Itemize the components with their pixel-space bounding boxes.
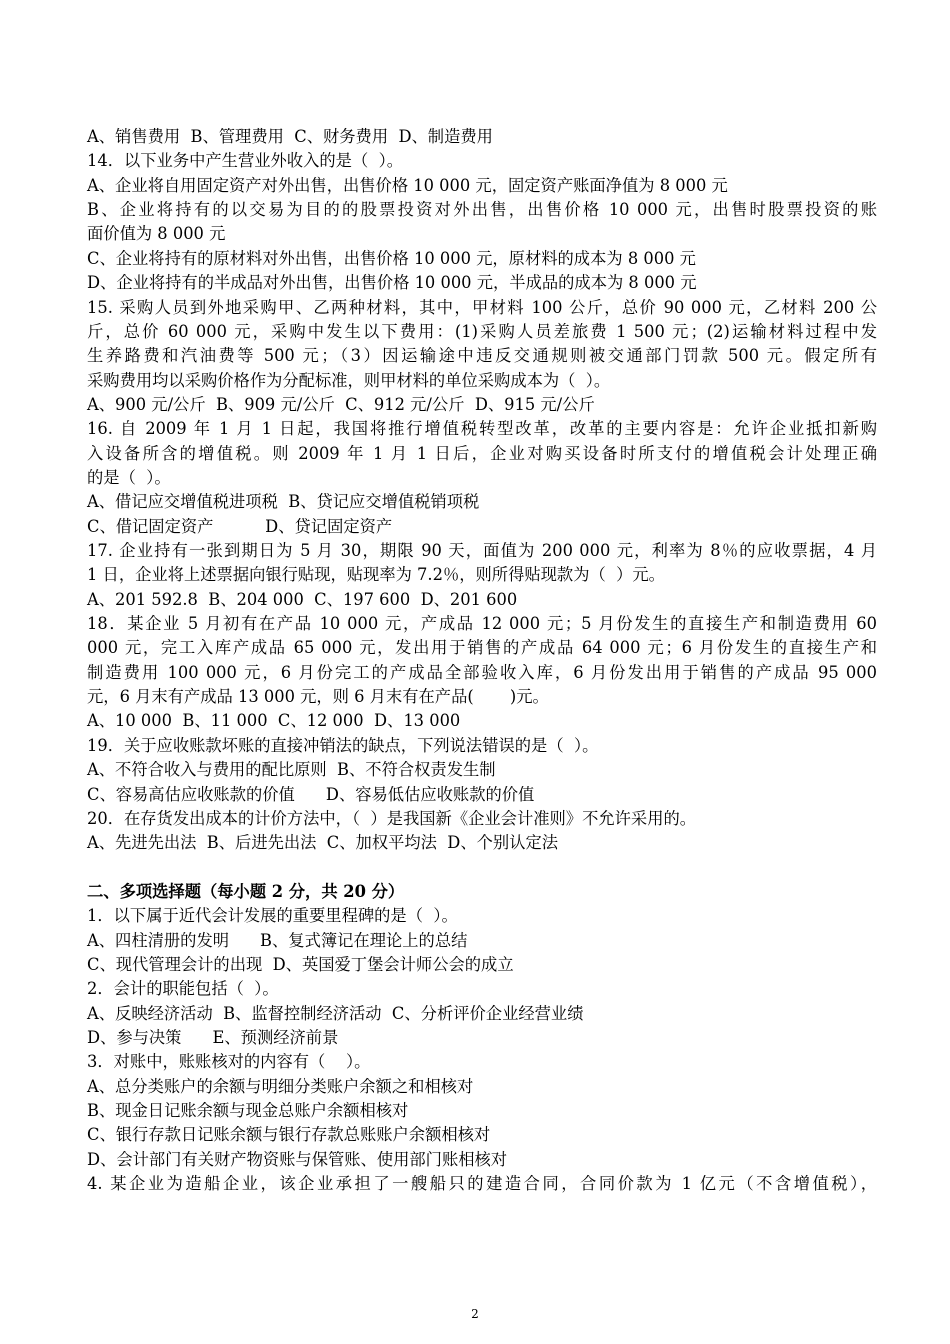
text-line: 17. 企业持有一张到期日为 5 月 30，期限 90 天，面值为 200 000 元，利率为 8％的应收票据，4 月 bbox=[87, 541, 877, 560]
text-line: A、不符合收入与费用的配比原则 B、不符合权责发生制 bbox=[87, 760, 496, 780]
text-line: C、现代管理会计的出现 D、英国爱丁堡会计师公会的成立 bbox=[87, 954, 514, 974]
text-line: 元，6 月末有产成品 13 000 元，则 6 月末有在产品( )元。 bbox=[87, 687, 549, 707]
text-line: 4. 某企业为造船企业，该企业承担了一艘船只的建造合同，合同价款为 1 亿元（不含增值税）， bbox=[87, 1174, 877, 1193]
text-line: 20．在存货发出成本的计价方法中，（ ）是我国新《企业会计准则》不允许采用的。 bbox=[87, 808, 697, 828]
text-line: A、反映经济活动 B、监督控制经济活动 C、分析评价企业经营业绩 bbox=[87, 1003, 584, 1023]
text-line: C、银行存款日记账余额与银行存款总账账户余额相核对 bbox=[87, 1125, 491, 1145]
text-line: A、企业将自用固定资产对外出售，出售价格 10 000 元，固定资产账面净值为 8 000 元 bbox=[87, 175, 728, 195]
text-line: A、销售费用 B、管理费用 C、财务费用 D、制造费用 bbox=[87, 127, 493, 146]
text-line: 制造费用 100 000 元，6 月份完工的产成品全部验收入库，6 月份发出用于销售的产成品 95 000 bbox=[87, 662, 877, 682]
text-line: A、借记应交增值税进项税 B、贷记应交增值税销项税 bbox=[87, 492, 480, 512]
page-number: 2 bbox=[471, 1307, 479, 1321]
text-line: 入设备所含的增值税。则 2009 年 1 月 1 日后，企业对购买设备时所支付的增值税会计处理正确 bbox=[87, 443, 877, 463]
text-line: A、900 元/公斤 B、909 元/公斤 C、912 元/公斤 D、915 元/公斤 bbox=[87, 394, 595, 414]
text-line: 1．以下属于近代会计发展的重要里程碑的是（ ）。 bbox=[87, 906, 458, 926]
text-line: 18．某企业 5 月初有在产品 10 000 元，产成品 12 000 元；5 月份发生的直接生产和制造费用 60 bbox=[87, 614, 877, 633]
text-line: 19．关于应收账款坏账的直接冲销法的缺点，下列说法错误的是（ ）。 bbox=[87, 735, 599, 755]
text-line: 斤，总价 60 000 元，采购中发生以下费用：(1)采购人员差旅费 1 500 元；(2)运输材料过程中发 bbox=[87, 321, 877, 341]
text-line: 000 元，完工入库产成品 65 000 元，发出用于销售的产成品 64 000 元；6 月份发生的直接生产和 bbox=[87, 638, 877, 658]
text-line: 的是（ ）。 bbox=[87, 467, 171, 487]
text-line: 14．以下业务中产生营业外收入的是（ ）。 bbox=[87, 151, 403, 171]
text-line: 15. 采购人员到外地采购甲、乙两种材料，其中，甲材料 100 公斤，总价 90 000 元，乙材料 200 公 bbox=[87, 297, 877, 317]
text-line: A、先进先出法 B、后进先出法 C、加权平均法 D、个别认定法 bbox=[87, 833, 559, 853]
section-heading: 二、多项选择题（每小题 2 分，共 20 分） bbox=[87, 881, 405, 901]
text-line: A、10 000 B、11 000 C、12 000 D、13 000 bbox=[87, 711, 461, 731]
text-line: 生养路费和汽油费等 500 元；（3）因运输途中违反交通规则被交通部门罚款 500 元。假定所有 bbox=[87, 346, 877, 366]
text-line: 采购费用均以采购价格作为分配标准，则甲材料的单位采购成本为（ ）。 bbox=[87, 370, 611, 390]
text-line: B、现金日记账余额与现金总账户余额相核对 bbox=[87, 1101, 409, 1120]
text-line: D、企业将持有的半成品对外出售，出售价格 10 000 元，半成品的成本为 8 000 元 bbox=[87, 273, 697, 293]
text-line: C、企业将持有的原材料对外出售，出售价格 10 000 元，原材料的成本为 8 000 元 bbox=[87, 248, 696, 268]
text-line: D、参与决策 E、预测经济前景 bbox=[87, 1028, 339, 1047]
text-line: 16. 自 2009 年 1 月 1 日起，我国将推行增值税转型改革，改革的主要内容是：允许企业抵扣新购 bbox=[87, 419, 877, 439]
text-line: C、容易高估应收账款的价值 D、容易低估应收账款的价值 bbox=[87, 784, 535, 804]
text-line: B、企业将持有的以交易为目的的股票投资对外出售，出售价格 10 000 元，出售时股票投资的账 bbox=[87, 200, 877, 220]
text-line: A、总分类账户的余额与明细分类账户余额之和相核对 bbox=[87, 1076, 474, 1096]
text-line: 面价值为 8 000 元 bbox=[87, 224, 226, 244]
text-line: 1 日，企业将上述票据向银行贴现，贴现率为 7.2％，则所得贴现款为（ ）元。 bbox=[87, 565, 665, 585]
text-line: 2．会计的职能包括（ ）。 bbox=[87, 979, 279, 999]
text-line: D、会计部门有关财产物资账与保管账、使用部门账相核对 bbox=[87, 1149, 508, 1169]
text-line: C、借记固定资产 D、贷记固定资产 bbox=[87, 516, 393, 536]
text-line: A、201 592.8 B、204 000 C、197 600 D、201 600 bbox=[87, 589, 518, 609]
text-line: A、四柱清册的发明 B、复式簿记在理论上的总结 bbox=[87, 930, 468, 950]
text-line: 3．对账中，账账核对的内容有（ ）。 bbox=[87, 1052, 371, 1072]
